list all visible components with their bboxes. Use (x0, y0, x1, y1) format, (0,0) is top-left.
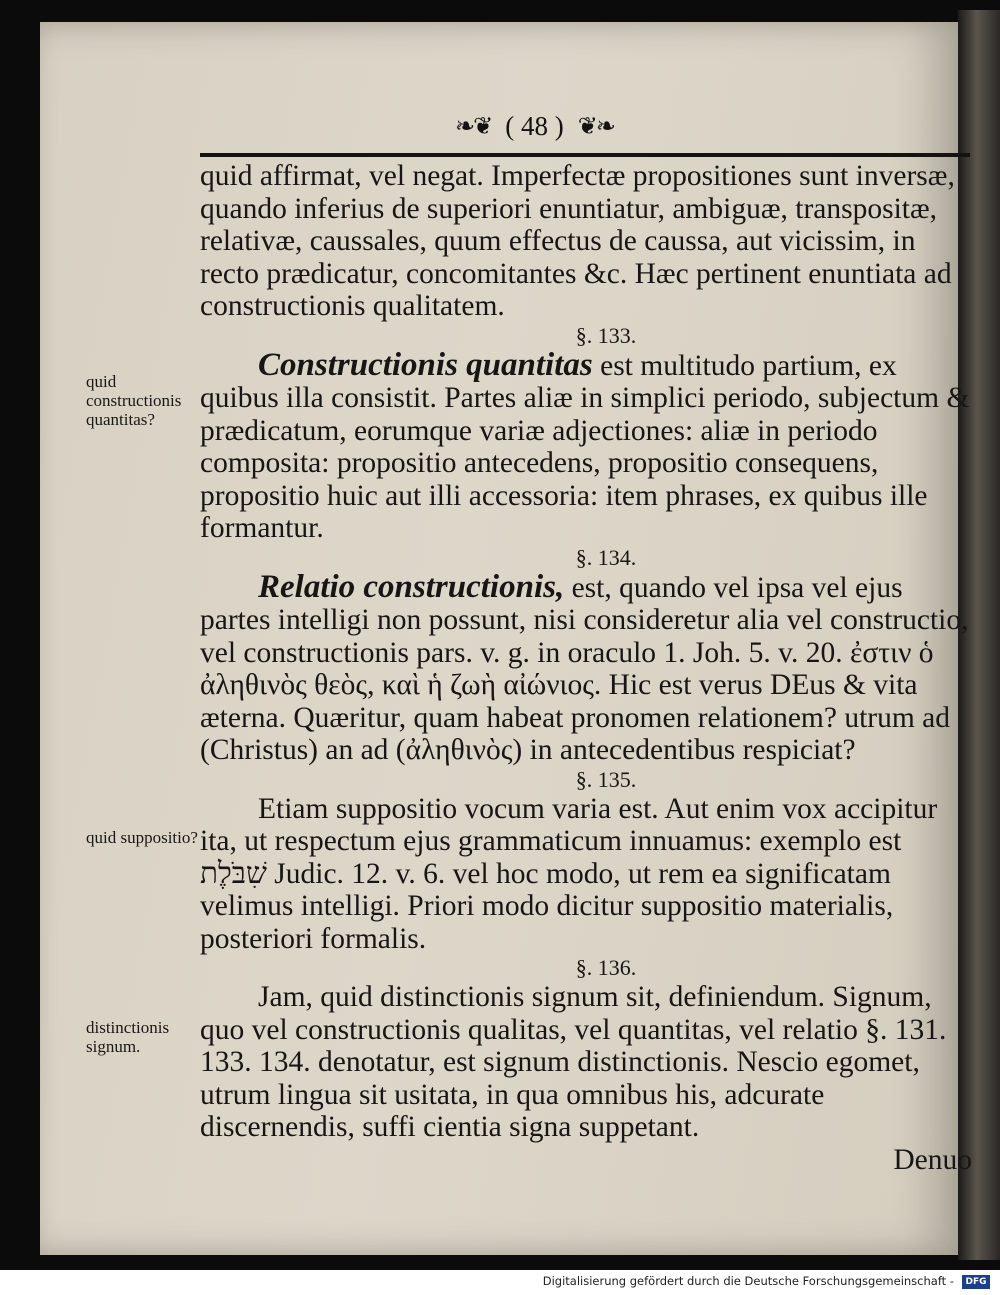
paragraph-3-text: est, quando vel ipsa vel ejus partes intelligi non possunt, nisi consideretur alia vel constructio, vel constructionis pars. v. g. in oraculo 1. Joh. 5. v. 20. ἐστιν ὁ ἀληθινὸς θεὸς, καὶ ἡ ζωὴ αἰώνιος. Hic est verus DEus & vita æterna. Quæritur, quam habeat pronomen relationem? utrum ad (Christus) an ad (ἀληθινὸς) in antecedentibus respiciat? (200, 571, 969, 766)
paragraph-4: Etiam suppositio vocum varia est. Aut enim vox accipitur ita, ut respectum ejus grammaticum innuamus: exemplo est שִׁבֹּלֶת Judic. 12. v. 6. vel hoc modo, ut rem ea significatam velimus intelligi. Priori modo dicitur suppositio materialis, posteriori formalis. (200, 792, 938, 955)
ornament-right-icon: ❦❧ (577, 113, 614, 140)
section-136: §. 136. (575, 955, 637, 980)
dfg-logo-icon: DFG (962, 1275, 990, 1289)
margin-note-quantitas: quid constructionis quantitas? (86, 372, 182, 429)
margin-note-distinctio: distinctionis signum. (86, 1018, 170, 1056)
section-133: §. 133. (575, 322, 637, 348)
paragraph-1: quid affirmat, vel negat. Imperfectæ propositiones sunt inversæ, quando inferius de superiori enuntiatur, ambiguæ, transpositæ, relativæ, caussales, quum effectus de caussa, aut vicissim, in recto prædicatur, concomitantes &c. Hæc pertinent enuntiata ad constructionis qualitatem. (200, 160, 955, 322)
ornament-left-icon: ❧❦ (455, 113, 492, 140)
header-rule (200, 153, 970, 157)
paragraph-3 (200, 568, 972, 767)
footer-bar (0, 1270, 1000, 1295)
page-header (455, 106, 695, 146)
footer-credit: Digitalisierung gefördert durch die Deutsche Forschungsgemeinschaft - (542, 1274, 954, 1288)
section-135: §. 135. (575, 766, 637, 792)
paragraph-2-lead: Constructionis quantitas (258, 346, 593, 383)
body-text (200, 160, 972, 1176)
catchword: Denuo (893, 1143, 972, 1176)
paragraph-5: Jam, quid distinctionis signum sit, definiendum. Signum, quo vel constructionis qualitas, vel quantitas, vel relatio §. 131. 133. 134. denotatur, est signum distinctionis. Nescio egomet, utrum lingua sit usitata, in qua omnibus his, adcurate discernendis, suffi cientia signa suppetant. (200, 981, 947, 1143)
paragraph-2-text: est multitudo partium, ex quibus illa consistit. Partes aliæ in simplici periodo, subjectum & prædicatum, eorumque variæ adjectiones: aliæ in periodo composita: propositio antecedens, propositio consequens, propositio huic aut illi accessoria: item phrases, ex quibus ille formantur. (200, 349, 970, 544)
margin-note-suppositio: quid suppositio? (86, 828, 198, 847)
section-134: §. 134. (575, 544, 637, 570)
paragraph-3-lead: Relatio constructionis, (258, 568, 565, 605)
paragraph-2 (200, 346, 972, 545)
page-number: ( 48 ) (505, 110, 564, 141)
